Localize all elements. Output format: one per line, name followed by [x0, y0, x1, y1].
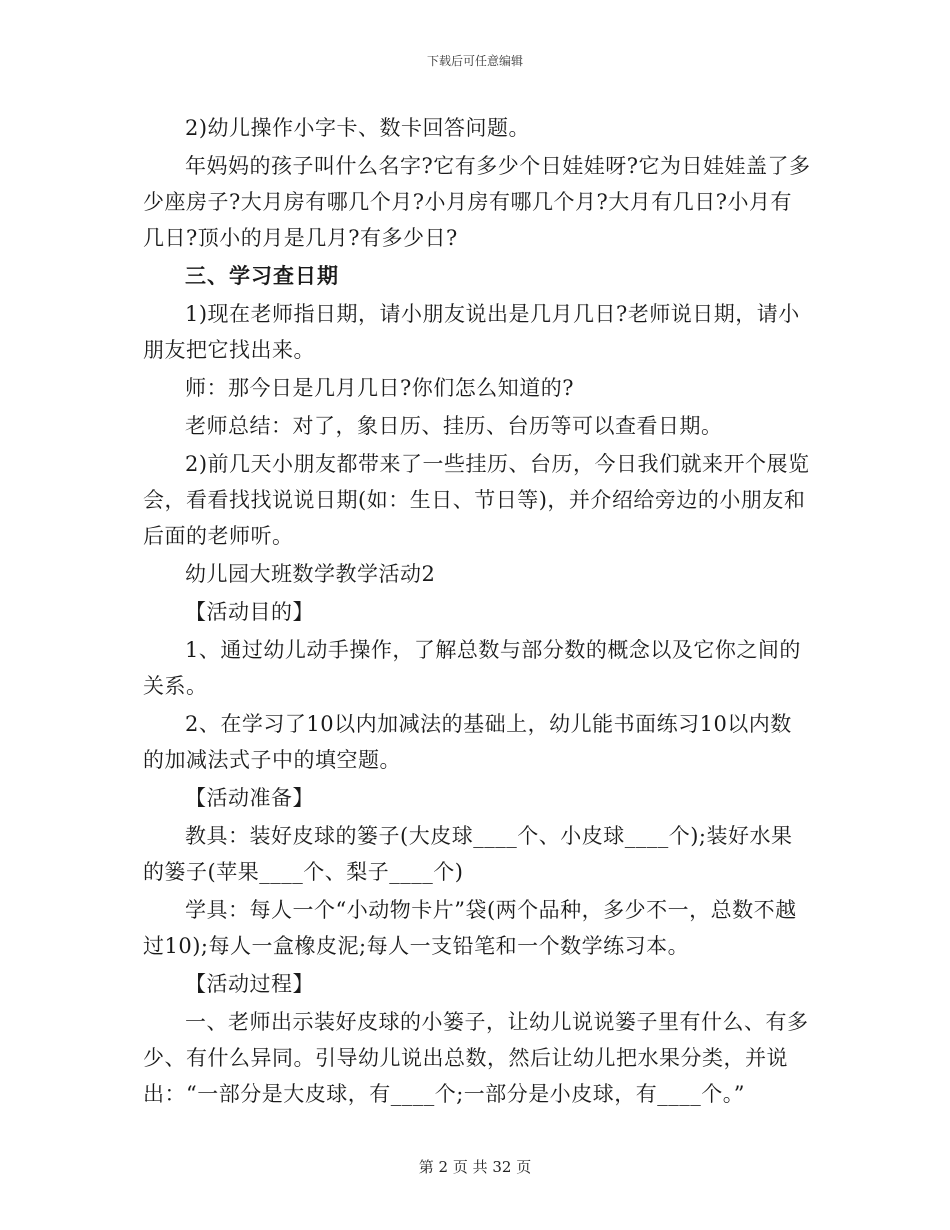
- page-footer-number: 第 2 页 共 32 页: [418, 1158, 532, 1176]
- teaching-aids: 教具：装好皮球的篓子(大皮球____个、小皮球____个);装好水果的篓子(苹果____个、梨子____个): [143, 824, 793, 884]
- activity-title: 幼儿园大班数学教学活动2: [185, 562, 436, 586]
- goal-2: 2、在学习了10以内加减法的基础上，幼儿能书面练习10以内数的加减法式子中的填空题。: [143, 712, 792, 772]
- paragraph-5: 老师总结：对了，象日历、挂历、台历等可以查看日期。: [185, 414, 723, 438]
- goal-1: 1、通过幼儿动手操作，了解总数与部分数的概念以及它你之间的关系。: [143, 638, 801, 698]
- heading-activity-preparation: 【活动准备】: [185, 786, 314, 810]
- heading-activity-process: 【活动过程】: [185, 972, 314, 996]
- learning-aids: 学具：每人一个“小动物卡片”袋(两个品种，多少不一，总数不越过10);每人一盒橡皮泥;每人一支铅笔和一个数学练习本。: [143, 898, 797, 958]
- paragraph-4: 师：那今日是几月几日?你们怎么知道的?: [185, 376, 575, 400]
- page-header-note: 下载后可任意编辑: [426, 54, 523, 68]
- heading-activity-goals: 【活动目的】: [185, 600, 314, 624]
- paragraph-6: 2)前几天小朋友都带来了一些挂历、台历，今日我们就来开个展览会，看看找找说说日期(如：生日、节日等)，并介绍给旁边的小朋友和后面的老师听。: [143, 452, 810, 548]
- section-heading-learn-dates: 三、学习查日期: [185, 263, 339, 288]
- process-step-1: 一、老师出示装好皮球的小篓子，让幼儿说说篓子里有什么、有多少、有什么异同。引导幼儿说出总数，然后让幼儿把水果分类，并说出：“一部分是大皮球，有____个;一部分是小皮球，有____个。”: [143, 1010, 809, 1106]
- paragraph-1: 2)幼儿操作小字卡、数卡回答问题。: [185, 116, 531, 140]
- document-body: [143, 110, 813, 1114]
- paragraph-3: 1)现在老师指日期，请小朋友说出是几月几日?老师说日期，请小朋友把它找出来。: [143, 302, 800, 362]
- paragraph-2: 年妈妈的孩子叫什么名字?它有多少个日娃娃呀?它为日娃娃盖了多少座房子?大月房有哪几个月?小月房有哪几个月?大月有几日?小月有几日?顶小的月是几月?有多少日?: [143, 154, 811, 250]
